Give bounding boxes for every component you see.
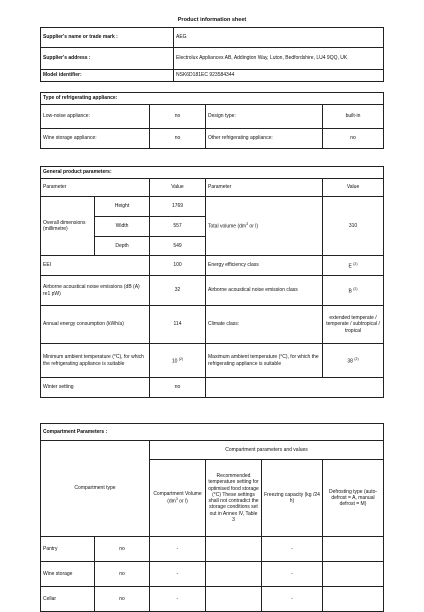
total-volume-label: Total volume ($dm^3$ or l) [206, 197, 323, 256]
col-value: Value [150, 179, 206, 197]
model-identifier-label: Model identifier: [41, 70, 174, 82]
compartment-temp [206, 537, 262, 562]
design-type-value: built-in [323, 105, 384, 129]
min-temp-label: Minimum ambient temperature (°C), for which the refrigerating appliance is suitable [41, 344, 150, 378]
col-defrosting-type: Defrosting type (auto-defrost = A, manual defrost = M) [323, 460, 384, 537]
model-identifier-value: NSK6D181EC 923584344 [174, 70, 384, 82]
col-compartment-group: Compartment parameters and values [150, 441, 384, 460]
compartment-name: Pantry [41, 537, 95, 562]
max-temp-label: Maximum ambient temperature (°C), for which the refrigerating appliance is suitable [206, 344, 323, 378]
supplier-name-label: Supplier's name or trade mark : [41, 28, 174, 48]
table-row [41, 587, 384, 612]
compartment-name: Wine storage [41, 562, 95, 587]
compartment-defrost [323, 587, 384, 612]
appliance-type-table [40, 92, 384, 149]
compartment-volume: - [150, 587, 206, 612]
compartment-defrost [323, 537, 384, 562]
compartment-heading: Compartment Parameters : [41, 424, 384, 441]
table-row [41, 562, 384, 587]
noise-class-label: Airborne acoustical noise emission class [206, 276, 323, 306]
design-type-label: Design type: [206, 105, 323, 129]
footnote-mark: (2) [178, 356, 184, 361]
footnote-mark: (2) [353, 261, 358, 266]
other-appliance-label: Other refrigerating appliance: [206, 129, 323, 149]
col-value-2: Value [323, 179, 384, 197]
table-row [41, 537, 384, 562]
low-noise-label: Low-noise appliance: [41, 105, 150, 129]
other-appliance-value: no [323, 129, 384, 149]
col-volume: Compartment Volume ($dm^3$ or l) [150, 460, 206, 537]
energy-consumption-value: 114 [150, 306, 206, 344]
winter-setting-value: no [150, 378, 206, 398]
noise-class-cell [323, 276, 384, 306]
footnote-mark: (2) [354, 356, 359, 361]
max-temp-cell [323, 344, 384, 378]
col-compartment-type: Compartment type [41, 441, 150, 537]
noise-label: Airborne acoustical noise emissions (dB (A) re1 pW) [41, 276, 150, 306]
climate-class-value: extended temperate / temperate / subtropical / tropical [323, 306, 384, 344]
energy-class-label: Energy efficiency class [206, 256, 323, 276]
compartment-volume: - [150, 537, 206, 562]
compartment-present: no [95, 562, 150, 587]
climate-class-label: Climate class: [206, 306, 323, 344]
compartment-defrost [323, 562, 384, 587]
low-noise-value: no [150, 105, 206, 129]
depth-value: 549 [150, 237, 206, 256]
compartment-freezing: - [262, 562, 323, 587]
compartment-freezing: - [262, 587, 323, 612]
col-freezing-capacity: Freezing capacity (kg /24 h) [262, 460, 323, 537]
col-parameter-2: Parameter [206, 179, 323, 197]
appliance-type-heading: Type of refrigerating appliance: [41, 93, 384, 105]
general-heading: General product parameters: [41, 167, 384, 179]
compartment-table [40, 423, 384, 612]
min-temp-cell [150, 344, 206, 378]
total-volume-value: 310 [323, 197, 384, 256]
noise-class-value: B [348, 288, 352, 295]
compartment-name: Cellar [41, 587, 95, 612]
width-value: 557 [150, 217, 206, 237]
compartment-temp [206, 587, 262, 612]
compartment-present: no [95, 537, 150, 562]
compartment-temp [206, 562, 262, 587]
dimensions-label: Overall dimensions (millimetre) [41, 197, 95, 256]
compartment-freezing: - [262, 537, 323, 562]
footnote-mark: (2) [353, 286, 358, 291]
wine-storage-label: Wine storage appliance: [41, 129, 150, 149]
empty-cell [206, 378, 384, 398]
general-parameters-table [40, 166, 384, 398]
compartment-present: no [95, 587, 150, 612]
supplier-table [40, 27, 384, 82]
height-value: 1769 [150, 197, 206, 217]
energy-consumption-label: Annual energy consumption (kWh/a) [41, 306, 150, 344]
width-label: Width [95, 217, 150, 237]
supplier-address-label: Supplier's address : [41, 48, 174, 70]
noise-value: 32 [150, 276, 206, 306]
max-temp-value: 38 [347, 358, 353, 365]
compartment-volume: - [150, 562, 206, 587]
eei-label: EEI [41, 256, 150, 276]
col-recommended-temp: Recommended temperature setting for optimised food storage (°C) These settings shall not contradict the storage conditions set out in Annex IV, Table 3 [206, 460, 262, 537]
eei-value: 100 [150, 256, 206, 276]
supplier-name-value: AEG [174, 28, 384, 48]
wine-storage-value: no [150, 129, 206, 149]
energy-class-cell [323, 256, 384, 276]
energy-class-value: E [348, 263, 352, 270]
winter-setting-label: Winter setting [41, 378, 150, 398]
depth-label: Depth [95, 237, 150, 256]
col-parameter: Parameter [41, 179, 150, 197]
page-title: Product information sheet [177, 17, 247, 23]
height-label: Height [95, 197, 150, 217]
min-temp-value: 10 [171, 358, 178, 365]
supplier-address-value: Electrolux Appliances AB, Addington Way, Luton, Bedfordshire, LU4 9QQ, UK [174, 48, 384, 70]
